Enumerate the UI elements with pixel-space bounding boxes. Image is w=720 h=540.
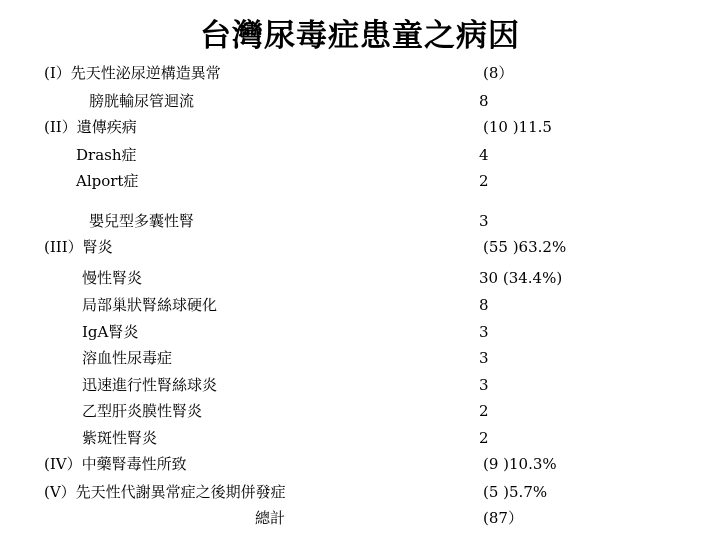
row-value: 2 xyxy=(479,172,489,190)
row-label: 嬰兒型多囊性腎 xyxy=(89,212,195,230)
subitem-row xyxy=(0,169,720,193)
row-value: (10 )11.5 xyxy=(483,118,552,136)
row-label: (I）先天性泌尿逆構造異常 xyxy=(44,64,221,82)
subitem-row xyxy=(0,293,720,317)
row-value: 2 xyxy=(479,402,489,420)
category-row xyxy=(0,115,720,139)
row-label: Drash症 xyxy=(76,146,137,164)
row-label: IgA腎炎 xyxy=(82,323,139,341)
row-label: (III）腎炎 xyxy=(44,238,113,256)
row-label: Alport症 xyxy=(76,172,139,190)
subitem-row xyxy=(0,426,720,450)
total-value: (87） xyxy=(483,509,523,527)
row-value: (55 )63.2% xyxy=(483,238,567,256)
row-label: 慢性腎炎 xyxy=(82,269,143,287)
subitem-row xyxy=(0,373,720,397)
row-label: (II）遺傳疾病 xyxy=(44,118,137,136)
row-value: 4 xyxy=(479,146,489,164)
row-label: 局部巢狀腎絲球硬化 xyxy=(82,296,218,314)
category-row xyxy=(0,61,720,85)
row-label: 紫斑性腎炎 xyxy=(82,429,158,447)
row-value: (9 )10.3% xyxy=(483,455,557,473)
row-value: 3 xyxy=(479,212,489,230)
row-label: (IV）中藥腎毒性所致 xyxy=(44,455,187,473)
row-value: 8 xyxy=(479,92,489,110)
total-row xyxy=(0,506,720,530)
row-label: (V）先天性代謝異常症之後期併發症 xyxy=(44,483,286,501)
row-value: (8） xyxy=(483,64,514,82)
row-value: 3 xyxy=(479,349,489,367)
subitem-row xyxy=(0,320,720,344)
subitem-row xyxy=(0,266,720,290)
row-label: 溶血性尿毒症 xyxy=(82,349,173,367)
row-value: 3 xyxy=(479,323,489,341)
subitem-row xyxy=(0,89,720,113)
row-value: 8 xyxy=(479,296,489,314)
category-row xyxy=(0,452,720,476)
subitem-row xyxy=(0,143,720,167)
row-value: 30 (34.4%) xyxy=(479,269,563,287)
subitem-row xyxy=(0,209,720,233)
row-label: 乙型肝炎膜性腎炎 xyxy=(82,402,203,420)
row-label: 膀胱輸尿管迴流 xyxy=(89,92,195,110)
row-value: 2 xyxy=(479,429,489,447)
category-row xyxy=(0,235,720,259)
row-value: (5 )5.7% xyxy=(483,483,548,501)
row-value: 3 xyxy=(479,376,489,394)
category-row xyxy=(0,480,720,504)
page-title: 台灣尿毒症患童之病因 xyxy=(200,18,520,54)
total-label: 總計 xyxy=(255,509,286,527)
row-label: 迅速進行性腎絲球炎 xyxy=(82,376,218,394)
subitem-row xyxy=(0,346,720,370)
subitem-row xyxy=(0,399,720,423)
